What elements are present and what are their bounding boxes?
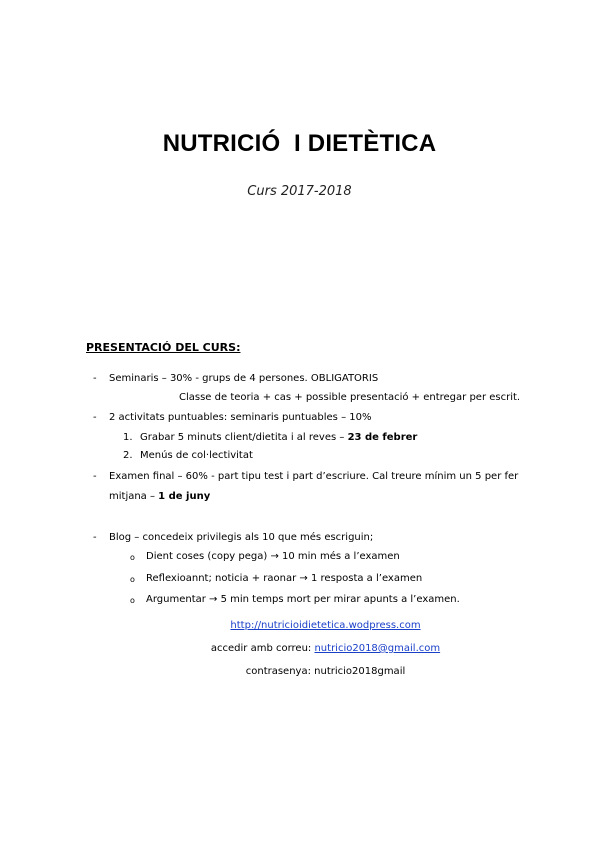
- examen-text: mitjana –: [109, 491, 159, 502]
- dash-bullet: -: [93, 412, 97, 423]
- list-item-seminaris-detail: Classe de teoria + cas + possible presentació + entregar per escrit.: [179, 392, 521, 403]
- circle-bullet: o: [130, 575, 135, 584]
- list-item-blog: Blog – concedeix privilegis als 10 que més escriguin;: [109, 532, 374, 543]
- access-line: [0, 642, 599, 655]
- dash-bullet: -: [93, 373, 97, 384]
- examen-date: 1 de juny: [158, 491, 211, 502]
- section-heading: PRESENTACIÓ DEL CURS:: [86, 341, 241, 354]
- activitat-1-date: 23 de febrer: [347, 432, 418, 443]
- list-item-seminaris: Seminaris – 30% - grups de 4 persones. OBLIGATORIS: [109, 373, 379, 384]
- document-title: NUTRICIÓ I DIETÈTICA: [162, 130, 437, 157]
- blog-url-link[interactable]: http://nutricioidietetica.wodpress.com: [230, 620, 421, 631]
- list-item-activitat-1: [140, 431, 417, 444]
- numbered-marker: 1.: [123, 432, 133, 443]
- access-label: accedir amb correu:: [210, 643, 315, 654]
- activitat-1-text: Grabar 5 minuts client/dietita i al reves –: [140, 432, 348, 443]
- list-item-activitats: 2 activitats puntuables: seminaris puntuables – 10%: [109, 412, 372, 423]
- list-item-examen: Examen final – 60% - part tipu test i part d’escriure. Cal treure mínim un 5 per fer: [109, 471, 519, 482]
- circle-bullet: o: [130, 553, 135, 562]
- circle-bullet: o: [130, 596, 135, 605]
- dash-bullet: -: [93, 471, 97, 482]
- document-subtitle: Curs 2017-2018: [247, 184, 352, 199]
- email-link[interactable]: nutricio2018@gmail.com: [314, 643, 441, 654]
- list-item-blog-sub-1: Dient coses (copy pega) → 10 min més a l’examen: [146, 551, 400, 562]
- list-item-examen-continued: [109, 490, 210, 503]
- password-text: contrasenya: nutricio2018gmail: [245, 666, 406, 677]
- blog-url-line: [0, 619, 599, 632]
- numbered-marker: 2.: [123, 450, 133, 461]
- dash-bullet: -: [93, 532, 97, 543]
- list-item-blog-sub-2: Reflexioannt; noticia + raonar → 1 resposta a l’examen: [146, 573, 423, 584]
- password-line: [0, 665, 599, 678]
- list-item-blog-sub-3: Argumentar → 5 min temps mort per mirar apunts a l’examen.: [146, 594, 460, 605]
- list-item-activitat-2: Menús de col·lectivitat: [140, 450, 253, 461]
